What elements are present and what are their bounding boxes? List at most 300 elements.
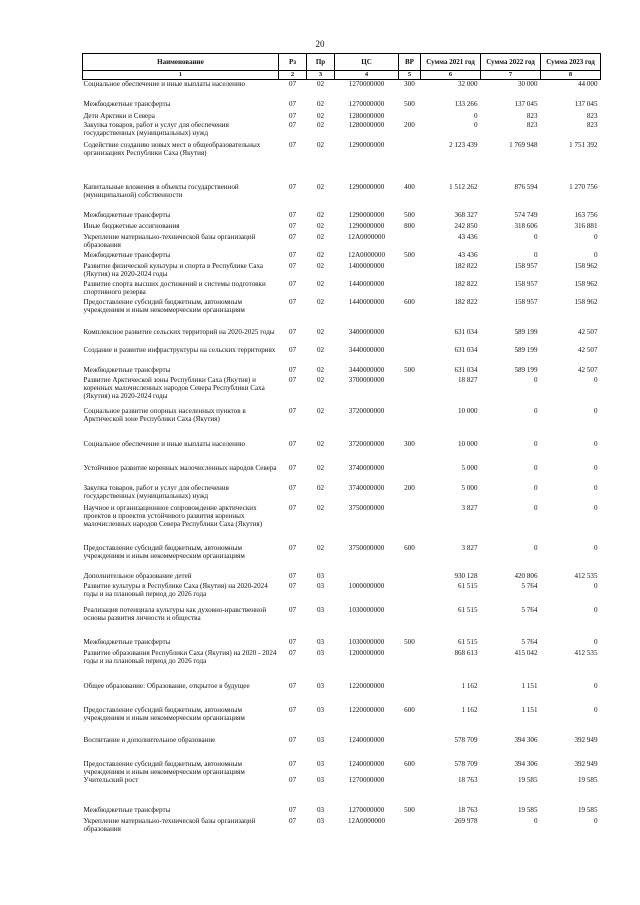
row-cs: 1030000000 bbox=[348, 605, 385, 614]
row-cs: 1440000000 bbox=[348, 297, 385, 306]
row-sum-2021: 61 515 bbox=[457, 581, 478, 590]
row-cs: 3440000000 bbox=[348, 345, 385, 354]
row-rz: 07 bbox=[288, 221, 297, 230]
row-sum-2021: 0 bbox=[473, 120, 478, 129]
row-vr bbox=[399, 346, 421, 366]
table-row bbox=[83, 112, 601, 121]
row-sum-2021: 5 000 bbox=[461, 483, 478, 492]
row-sum-2023: 412 535 bbox=[574, 648, 598, 657]
row-rz: 07 bbox=[288, 503, 297, 512]
row-vr: 300 bbox=[404, 439, 415, 448]
row-sum-2023: 1 751 392 bbox=[569, 140, 598, 149]
header-sum-2021: Сумма 2021 год bbox=[421, 54, 481, 71]
row-vr: 600 bbox=[404, 543, 415, 552]
row-sum-2023: 0 bbox=[593, 605, 598, 614]
row-rz: 07 bbox=[288, 463, 297, 472]
row-sum-2022: 0 bbox=[533, 503, 538, 512]
row-vr bbox=[399, 233, 421, 251]
row-pr: 03 bbox=[316, 776, 325, 785]
row-rz: 07 bbox=[288, 439, 297, 448]
row-cs: 3740000000 bbox=[348, 483, 385, 492]
row-vr bbox=[399, 582, 421, 606]
row-name: Закупка товаров, работ и услуг для обеспечения государственных (муниципальных) нужд bbox=[83, 120, 229, 137]
row-name: Устойчивое развитие коренных малочисленных народов Севера bbox=[83, 463, 277, 472]
row-name: Социальное обеспечение и иные выплаты населению bbox=[83, 439, 246, 448]
row-pr: 02 bbox=[316, 543, 325, 552]
row-pr: 02 bbox=[316, 406, 325, 415]
row-cs: 1400000000 bbox=[348, 261, 385, 270]
row-vr bbox=[399, 817, 421, 833]
row-sum-2022: 0 bbox=[533, 483, 538, 492]
table-row bbox=[83, 776, 601, 806]
row-vr bbox=[399, 407, 421, 440]
table-row bbox=[83, 376, 601, 407]
table-body bbox=[83, 80, 601, 834]
header-number: 5 bbox=[399, 71, 421, 80]
row-name: Развитие Арктической зоны Республики Саха (Якутия) и коренных малочисленных народов Севера Республики Саха (Якутия) на 2020-2024 годы bbox=[83, 375, 265, 401]
row-sum-2022: 0 bbox=[533, 375, 538, 384]
row-rz: 07 bbox=[288, 406, 297, 415]
row-cs: 1240000000 bbox=[348, 735, 385, 744]
row-cs: 1220000000 bbox=[348, 705, 385, 714]
table-row bbox=[83, 736, 601, 760]
row-sum-2023: 42 507 bbox=[577, 327, 598, 336]
row-sum-2023: 316 881 bbox=[574, 221, 598, 230]
row-vr: 500 bbox=[404, 210, 415, 219]
row-pr: 02 bbox=[316, 99, 325, 108]
row-sum-2023: 0 bbox=[593, 705, 598, 714]
row-vr: 500 bbox=[404, 250, 415, 259]
row-vr bbox=[399, 464, 421, 484]
row-vr bbox=[399, 280, 421, 298]
row-name: Создание и развитие инфраструктуры на сельских территориях bbox=[83, 345, 276, 354]
row-vr: 600 bbox=[404, 705, 415, 714]
row-sum-2022: 0 bbox=[533, 232, 538, 241]
row-sum-2023: 0 bbox=[593, 637, 598, 646]
row-cs: 1290000000 bbox=[348, 210, 385, 219]
table-row bbox=[83, 464, 601, 484]
table-row bbox=[83, 233, 601, 251]
row-name: Межбюджетные трансферты bbox=[83, 250, 171, 259]
row-sum-2023: 158 962 bbox=[574, 279, 598, 288]
row-pr: 03 bbox=[316, 605, 325, 614]
table-row bbox=[83, 366, 601, 376]
row-vr: 600 bbox=[404, 759, 415, 768]
row-pr: 03 bbox=[316, 705, 325, 714]
table-row bbox=[83, 682, 601, 706]
row-cs: 3720000000 bbox=[348, 406, 385, 415]
row-sum-2022: 158 957 bbox=[514, 297, 538, 306]
row-sum-2021: 0 bbox=[473, 111, 478, 120]
table-row bbox=[83, 572, 601, 582]
row-sum-2022: 19 585 bbox=[517, 776, 538, 785]
row-name: Укрепление материально-технической базы организаций образования bbox=[83, 817, 256, 834]
row-vr bbox=[399, 736, 421, 760]
row-sum-2023: 0 bbox=[593, 250, 598, 259]
row-sum-2022: 589 199 bbox=[514, 327, 538, 336]
row-vr bbox=[399, 141, 421, 183]
row-sum-2021: 242 850 bbox=[454, 221, 478, 230]
row-sum-2022: 0 bbox=[533, 543, 538, 552]
row-cs: 3700000000 bbox=[348, 375, 385, 384]
row-pr: 02 bbox=[316, 111, 325, 120]
table-row bbox=[83, 544, 601, 572]
row-vr bbox=[399, 262, 421, 280]
header-number: 3 bbox=[307, 71, 335, 80]
row-rz: 07 bbox=[288, 182, 297, 191]
row-sum-2021: 43 436 bbox=[457, 232, 478, 241]
row-cs: 1280000000 bbox=[348, 111, 385, 120]
row-rz: 07 bbox=[288, 776, 297, 785]
row-sum-2021: 5 000 bbox=[461, 463, 478, 472]
table-row bbox=[83, 606, 601, 638]
row-sum-2022: 1 769 948 bbox=[509, 140, 538, 149]
row-cs: 3740000000 bbox=[348, 463, 385, 472]
row-name: Предоставление субсидий бюджетным, автономным учреждениям и иным некоммерческим организациям bbox=[83, 705, 245, 722]
row-pr: 02 bbox=[316, 250, 325, 259]
row-name: Развитие спорта высших достижений и системы подготовки спортивного резерва bbox=[83, 279, 266, 296]
row-rz: 07 bbox=[288, 365, 297, 374]
row-pr: 02 bbox=[316, 483, 325, 492]
row-rz: 07 bbox=[288, 210, 297, 219]
table-row bbox=[83, 817, 601, 833]
table-row bbox=[83, 346, 601, 366]
row-pr: 02 bbox=[316, 463, 325, 472]
row-sum-2022: 589 199 bbox=[514, 345, 538, 354]
row-rz: 07 bbox=[288, 483, 297, 492]
row-cs: 1270000000 bbox=[348, 776, 385, 785]
table-row bbox=[83, 440, 601, 464]
row-sum-2022: 394 306 bbox=[514, 759, 538, 768]
row-name: Дополнительное образование детей bbox=[83, 571, 192, 580]
row-sum-2022: 574 749 bbox=[514, 210, 538, 219]
row-sum-2023: 163 756 bbox=[574, 210, 598, 219]
row-name: Межбюджетные трансферты bbox=[83, 99, 171, 108]
table-row bbox=[83, 484, 601, 504]
row-cs: 1270000000 bbox=[348, 99, 385, 108]
row-pr: 02 bbox=[316, 80, 325, 89]
row-cs: 1270000000 bbox=[348, 80, 385, 89]
row-sum-2021: 631 034 bbox=[454, 327, 478, 336]
row-name: Научное и организационное сопровождение арктических проектов и проектов устойчивого развития коренных малочисленных народов Севера Республики Саха (Якутия) bbox=[83, 503, 263, 529]
header-sum-2022: Сумма 2022 год bbox=[481, 54, 541, 71]
row-sum-2022: 0 bbox=[533, 406, 538, 415]
header-name: Наименование bbox=[83, 54, 279, 71]
row-rz: 07 bbox=[288, 279, 297, 288]
row-sum-2023: 392 949 bbox=[574, 759, 598, 768]
header-vr: ВР bbox=[399, 54, 421, 71]
row-vr: 600 bbox=[404, 297, 415, 306]
row-pr: 02 bbox=[316, 279, 325, 288]
table-row bbox=[83, 222, 601, 233]
row-cs: 1220000000 bbox=[348, 681, 385, 690]
row-pr: 03 bbox=[316, 806, 325, 815]
row-sum-2023: 0 bbox=[593, 817, 598, 826]
row-sum-2023: 0 bbox=[593, 232, 598, 241]
row-pr: 02 bbox=[316, 120, 325, 129]
row-rz: 07 bbox=[288, 735, 297, 744]
row-vr bbox=[399, 504, 421, 544]
row-sum-2021: 43 436 bbox=[457, 250, 478, 259]
row-sum-2022: 19 585 bbox=[517, 806, 538, 815]
row-cs: 1270000000 bbox=[348, 806, 385, 815]
row-name: Социальное обеспечение и иные выплаты населению bbox=[83, 80, 246, 89]
row-rz: 07 bbox=[288, 250, 297, 259]
row-pr: 02 bbox=[316, 140, 325, 149]
row-pr: 03 bbox=[316, 648, 325, 657]
row-sum-2023: 0 bbox=[593, 543, 598, 552]
row-cs: 1240000000 bbox=[348, 759, 385, 768]
table-row bbox=[83, 280, 601, 298]
row-sum-2023: 137 045 bbox=[574, 99, 598, 108]
row-pr: 03 bbox=[316, 817, 325, 826]
row-rz: 07 bbox=[288, 111, 297, 120]
row-cs: 3750000000 bbox=[348, 543, 385, 552]
row-vr bbox=[399, 572, 421, 582]
row-sum-2021: 3 827 bbox=[461, 503, 478, 512]
row-pr: 02 bbox=[316, 182, 325, 191]
row-sum-2021: 2 123 439 bbox=[449, 140, 478, 149]
row-sum-2021: 133 266 bbox=[454, 99, 478, 108]
table-row bbox=[83, 649, 601, 682]
row-pr: 02 bbox=[316, 297, 325, 306]
row-sum-2021: 18 763 bbox=[457, 776, 478, 785]
row-rz: 07 bbox=[288, 806, 297, 815]
row-vr: 500 bbox=[404, 637, 415, 646]
row-sum-2022: 0 bbox=[533, 250, 538, 259]
table-row bbox=[83, 211, 601, 222]
header-rz: Рз bbox=[279, 54, 307, 71]
row-sum-2023: 412 535 bbox=[574, 571, 598, 580]
row-rz: 07 bbox=[288, 120, 297, 129]
row-sum-2023: 158 962 bbox=[574, 261, 598, 270]
row-cs: 1280000000 bbox=[348, 120, 385, 129]
table-row bbox=[83, 706, 601, 736]
row-sum-2022: 137 045 bbox=[514, 99, 538, 108]
header-number: 4 bbox=[335, 71, 399, 80]
header-number: 8 bbox=[541, 71, 601, 80]
table-row bbox=[83, 80, 601, 100]
table-row bbox=[83, 251, 601, 262]
row-sum-2021: 10 000 bbox=[457, 406, 478, 415]
row-name: Межбюджетные трансферты bbox=[83, 210, 171, 219]
row-vr: 400 bbox=[404, 182, 415, 191]
row-pr: 02 bbox=[316, 439, 325, 448]
row-sum-2023: 392 949 bbox=[574, 735, 598, 744]
row-sum-2022: 823 bbox=[526, 120, 538, 129]
row-name: Предоставление субсидий бюджетным, автономным учреждениям и иным некоммерческим организациям bbox=[83, 759, 245, 776]
row-name: Социальное развитие опорных населенных пунктов в Арктической зоне Республики Саха (Якутия) bbox=[83, 406, 246, 423]
row-sum-2022: 0 bbox=[533, 439, 538, 448]
row-name: Общее образование: Образование, открытое в будущее bbox=[83, 681, 250, 690]
row-vr: 200 bbox=[404, 483, 415, 492]
row-vr bbox=[399, 328, 421, 346]
row-rz: 07 bbox=[288, 543, 297, 552]
row-cs: 12А0000000 bbox=[347, 232, 386, 241]
row-rz: 07 bbox=[288, 99, 297, 108]
row-sum-2021: 1 512 262 bbox=[449, 182, 478, 191]
row-name: Предоставление субсидий бюджетным, автономным учреждениям и иным некоммерческим организациям bbox=[83, 543, 245, 560]
row-name: Укрепление материально-технической базы организаций образования bbox=[83, 232, 256, 249]
row-pr: 03 bbox=[316, 759, 325, 768]
row-cs: 1030000000 bbox=[348, 637, 385, 646]
row-cs: 1290000000 bbox=[348, 182, 385, 191]
header-number: 1 bbox=[83, 71, 279, 80]
row-pr: 02 bbox=[316, 210, 325, 219]
row-rz: 07 bbox=[288, 140, 297, 149]
row-name: Развитие физической культуры и спорта в Республике Саха (Якутия) на 2020-2024 годы bbox=[83, 261, 264, 278]
table-row bbox=[83, 100, 601, 112]
row-sum-2021: 3 827 bbox=[461, 543, 478, 552]
table-row bbox=[83, 298, 601, 328]
row-cs: 1440000000 bbox=[348, 279, 385, 288]
row-sum-2021: 32 000 bbox=[457, 80, 478, 89]
row-sum-2023: 823 bbox=[586, 111, 598, 120]
table-row bbox=[83, 582, 601, 606]
row-name: Воспитание и дополнительное образование bbox=[83, 735, 216, 744]
row-pr: 02 bbox=[316, 232, 325, 241]
budget-table bbox=[82, 53, 601, 834]
row-sum-2021: 631 034 bbox=[454, 365, 478, 374]
row-rz: 07 bbox=[288, 345, 297, 354]
row-vr: 500 bbox=[404, 806, 415, 815]
row-cs: 3750000000 bbox=[348, 503, 385, 512]
row-name: Межбюджетные трансферты bbox=[83, 806, 171, 815]
row-sum-2023: 44 000 bbox=[577, 80, 598, 89]
row-pr: 03 bbox=[316, 681, 325, 690]
row-sum-2021: 269 978 bbox=[454, 817, 478, 826]
row-vr bbox=[399, 776, 421, 806]
header-number: 7 bbox=[481, 71, 541, 80]
table-row bbox=[83, 504, 601, 544]
row-name: Развитие образования Республики Саха (Якутия) на 2020 - 2024 годы и на плановый период до 2026 года bbox=[83, 648, 277, 665]
row-vr bbox=[399, 376, 421, 407]
row-sum-2021: 868 613 bbox=[454, 648, 478, 657]
row-sum-2021: 61 515 bbox=[457, 637, 478, 646]
row-pr: 02 bbox=[316, 365, 325, 374]
row-sum-2021: 18 763 bbox=[457, 806, 478, 815]
page-number: 20 bbox=[315, 39, 325, 49]
row-sum-2021: 10 000 bbox=[457, 439, 478, 448]
table-header bbox=[83, 54, 601, 80]
row-cs: 1000000000 bbox=[348, 581, 385, 590]
row-sum-2023: 42 507 bbox=[577, 365, 598, 374]
row-sum-2021: 368 327 bbox=[454, 210, 478, 219]
row-rz: 07 bbox=[288, 232, 297, 241]
row-sum-2023: 0 bbox=[593, 439, 598, 448]
row-name: Капитальные вложения в объекты государственной (муниципальной) собственности bbox=[83, 182, 239, 199]
row-sum-2023: 1 270 756 bbox=[569, 182, 598, 191]
row-sum-2021: 182 822 bbox=[454, 279, 478, 288]
row-sum-2021: 578 709 bbox=[454, 759, 478, 768]
row-cs bbox=[335, 572, 399, 582]
row-sum-2021: 182 822 bbox=[454, 261, 478, 270]
row-sum-2022: 5 764 bbox=[521, 605, 538, 614]
row-cs: 12А0000000 bbox=[347, 250, 386, 259]
row-vr bbox=[399, 649, 421, 682]
row-rz: 07 bbox=[288, 581, 297, 590]
row-rz: 07 bbox=[288, 297, 297, 306]
row-name: Содействие созданию новых мест в общеобразовательных организациях Республики Саха (Якутия) bbox=[83, 140, 261, 157]
row-pr: 02 bbox=[316, 345, 325, 354]
row-sum-2023: 158 962 bbox=[574, 297, 598, 306]
row-vr: 800 bbox=[404, 221, 415, 230]
row-sum-2021: 182 822 bbox=[454, 297, 478, 306]
row-name: Иные бюджетные ассигнования bbox=[83, 221, 180, 230]
row-rz: 07 bbox=[288, 375, 297, 384]
table-row bbox=[83, 262, 601, 280]
row-sum-2022: 823 bbox=[526, 111, 538, 120]
row-sum-2021: 18 827 bbox=[457, 375, 478, 384]
row-sum-2021: 61 515 bbox=[457, 605, 478, 614]
row-sum-2023: 0 bbox=[593, 581, 598, 590]
row-pr: 03 bbox=[316, 637, 325, 646]
row-rz: 07 bbox=[288, 759, 297, 768]
header-sum-2023: Сумма 2023 год bbox=[541, 54, 601, 71]
row-name: Реализация потенциала культуры как духовно-нравственной основы развития личности и общества bbox=[83, 605, 267, 622]
table-row bbox=[83, 760, 601, 776]
row-rz: 07 bbox=[288, 261, 297, 270]
row-sum-2022: 318 606 bbox=[514, 221, 538, 230]
row-rz: 07 bbox=[288, 637, 297, 646]
row-sum-2022: 5 764 bbox=[521, 637, 538, 646]
table-row bbox=[83, 141, 601, 183]
row-vr: 500 bbox=[404, 365, 415, 374]
table-row bbox=[83, 638, 601, 649]
row-sum-2022: 420 806 bbox=[514, 571, 538, 580]
row-sum-2021: 631 034 bbox=[454, 345, 478, 354]
row-name: Межбюджетные трансферты bbox=[83, 365, 171, 374]
row-vr bbox=[399, 606, 421, 638]
header-cs: ЦС bbox=[335, 54, 399, 71]
row-name: Комплексное развитие сельских территорий на 2020-2025 годы bbox=[83, 327, 275, 336]
table-row bbox=[83, 806, 601, 817]
row-name: Закупка товаров, работ и услуг для обеспечения государственных (муниципальных) нужд bbox=[83, 483, 229, 500]
row-rz: 07 bbox=[288, 605, 297, 614]
row-sum-2022: 1 151 bbox=[521, 681, 538, 690]
header-pr: Пр bbox=[307, 54, 335, 71]
row-rz: 07 bbox=[288, 80, 297, 89]
table-row bbox=[83, 121, 601, 141]
row-sum-2023: 19 585 bbox=[577, 776, 598, 785]
row-name: Межбюджетные трансферты bbox=[83, 637, 171, 646]
row-sum-2022: 158 957 bbox=[514, 279, 538, 288]
row-pr: 02 bbox=[316, 221, 325, 230]
row-cs: 3400000000 bbox=[348, 327, 385, 336]
row-sum-2023: 0 bbox=[593, 463, 598, 472]
row-rz: 07 bbox=[288, 648, 297, 657]
row-vr: 200 bbox=[404, 120, 415, 129]
row-rz: 07 bbox=[288, 571, 297, 580]
table-row bbox=[83, 407, 601, 440]
row-sum-2021: 1 162 bbox=[461, 705, 478, 714]
row-rz: 07 bbox=[288, 327, 297, 336]
row-rz: 07 bbox=[288, 681, 297, 690]
row-sum-2023: 0 bbox=[593, 406, 598, 415]
row-vr: 300 bbox=[404, 80, 415, 89]
row-pr: 02 bbox=[316, 261, 325, 270]
row-sum-2022: 394 306 bbox=[514, 735, 538, 744]
row-cs: 3440000000 bbox=[348, 365, 385, 374]
row-vr bbox=[399, 682, 421, 706]
row-sum-2022: 0 bbox=[533, 817, 538, 826]
row-pr: 02 bbox=[316, 503, 325, 512]
row-rz: 07 bbox=[288, 817, 297, 826]
row-sum-2022: 876 594 bbox=[514, 182, 538, 191]
row-pr: 03 bbox=[316, 571, 325, 580]
row-pr: 02 bbox=[316, 327, 325, 336]
table-row bbox=[83, 183, 601, 211]
